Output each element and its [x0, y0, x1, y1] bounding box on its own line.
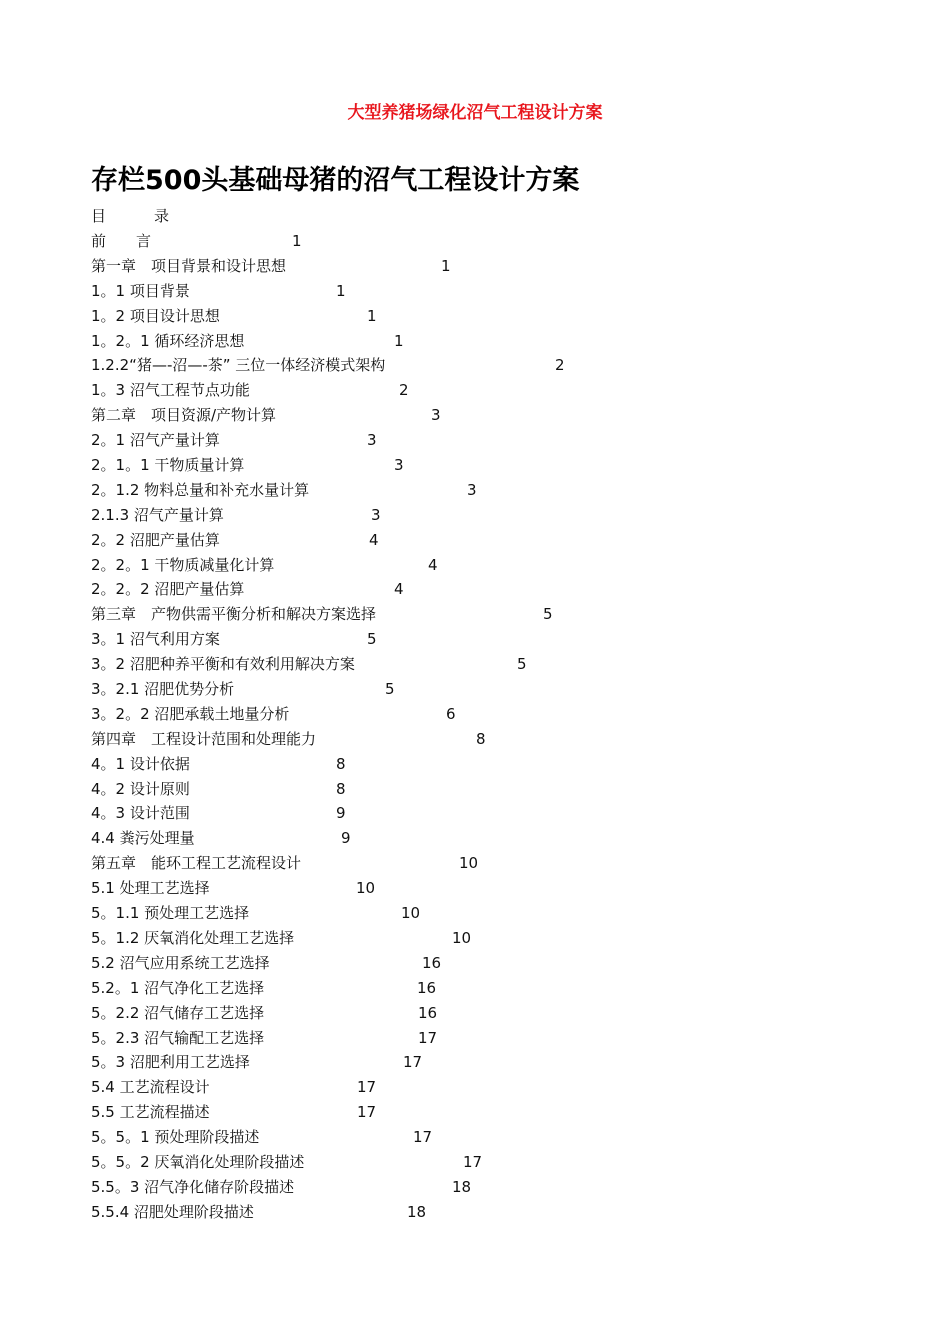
toc-entry[interactable] — [91, 229, 791, 254]
table-of-contents — [91, 229, 791, 1225]
toc-entry-label: 5.5 工艺流程描述 — [91, 1103, 210, 1122]
document-title: 存栏500头基础母猪的沼气工程设计方案 — [91, 165, 580, 196]
toc-entry[interactable] — [91, 951, 791, 976]
toc-entry-label: 5。2.2 沼气储存工艺选择 — [91, 1003, 265, 1022]
toc-entry[interactable] — [91, 1200, 791, 1225]
toc-entry[interactable] — [91, 752, 791, 777]
toc-entry[interactable] — [91, 727, 791, 752]
toc-entry[interactable] — [91, 826, 791, 851]
toc-entry-label: 5.5.4 沼肥处理阶段描述 — [91, 1202, 254, 1221]
toc-entry-page-number: 5 — [517, 655, 527, 674]
toc-heading — [91, 205, 169, 226]
toc-entry-label: 5.2。1 沼气净化工艺选择 — [91, 978, 265, 997]
toc-entry[interactable] — [91, 702, 791, 727]
toc-entry-page-number: 10 — [452, 928, 472, 947]
toc-entry-label: 4.4 粪污处理量 — [91, 829, 195, 848]
toc-entry-label: 5.5。3 沼气净化储存阶段描述 — [91, 1177, 295, 1196]
toc-entry-label: 2。2 沼肥产量估算 — [91, 530, 220, 549]
toc-entry-page-number: 2 — [399, 381, 409, 400]
toc-entry-label: 第二章 项目资源/产物计算 — [91, 406, 277, 425]
toc-entry-label: 2。1.2 物料总量和补充水量计算 — [91, 480, 310, 499]
toc-heading-right: 录 — [154, 207, 170, 225]
toc-entry-label: 第五章 能环工程工艺流程设计 — [91, 854, 302, 873]
toc-entry-label: 1。3 沼气工程节点功能 — [91, 381, 250, 400]
toc-entry-page-number: 9 — [336, 804, 346, 823]
toc-entry-page-number: 16 — [417, 978, 437, 997]
toc-entry-page-number: 17 — [413, 1128, 433, 1147]
toc-entry[interactable] — [91, 403, 791, 428]
toc-entry-label: 2。2。2 沼肥产量估算 — [91, 580, 245, 599]
toc-entry-label: 1。2。1 循环经济思想 — [91, 331, 245, 350]
toc-entry-label: 1。2 项目设计思想 — [91, 306, 220, 325]
toc-entry-label: 2.1.3 沼气产量计算 — [91, 505, 224, 524]
toc-entry[interactable] — [91, 428, 791, 453]
toc-entry-label: 4。3 设计范围 — [91, 804, 190, 823]
toc-entry-page-number: 3 — [394, 456, 404, 475]
toc-entry-page-number: 8 — [336, 779, 346, 798]
toc-entry-label: 3。2 沼肥种养平衡和有效利用解决方案 — [91, 655, 355, 674]
toc-entry-label: 5。1.2 厌氧消化处理工艺选择 — [91, 928, 295, 947]
toc-entry-page-number: 17 — [418, 1028, 438, 1047]
toc-entry[interactable] — [91, 254, 791, 279]
toc-entry-label: 4。2 设计原则 — [91, 779, 190, 798]
toc-entry-page-number: 1 — [336, 281, 346, 300]
toc-entry[interactable] — [91, 553, 791, 578]
toc-entry[interactable] — [91, 329, 791, 354]
toc-entry[interactable] — [91, 1175, 791, 1200]
toc-entry-label: 1.2.2“猪—-沼—-茶” 三位一体经济模式架构 — [91, 356, 386, 375]
toc-entry-page-number: 17 — [357, 1103, 377, 1122]
toc-entry-page-number: 5 — [385, 680, 395, 699]
toc-entry-page-number: 4 — [369, 530, 379, 549]
toc-entry-page-number: 6 — [446, 704, 456, 723]
toc-entry-page-number: 16 — [418, 1003, 438, 1022]
toc-entry[interactable] — [91, 901, 791, 926]
toc-entry[interactable] — [91, 304, 791, 329]
toc-entry-label: 5.1 处理工艺选择 — [91, 879, 210, 898]
toc-entry-label: 5.2 沼气应用系统工艺选择 — [91, 953, 270, 972]
toc-entry-label: 5。5。2 厌氧消化处理阶段描述 — [91, 1152, 305, 1171]
toc-entry-label: 1。1 项目背景 — [91, 281, 190, 300]
toc-entry-label: 5.4 工艺流程设计 — [91, 1078, 210, 1097]
toc-heading-left: 目 — [91, 207, 107, 225]
toc-entry-label: 4。1 设计依据 — [91, 754, 190, 773]
toc-entry-page-number: 3 — [431, 406, 441, 425]
toc-entry-page-number: 8 — [476, 729, 486, 748]
toc-entry[interactable] — [91, 627, 791, 652]
toc-entry-page-number: 18 — [407, 1202, 427, 1221]
toc-entry-page-number: 4 — [394, 580, 404, 599]
toc-entry-page-number: 3 — [467, 480, 477, 499]
toc-entry-page-number: 2 — [555, 356, 565, 375]
toc-entry[interactable] — [91, 528, 791, 553]
toc-entry-page-number: 17 — [463, 1152, 483, 1171]
toc-entry[interactable] — [91, 777, 791, 802]
toc-entry[interactable] — [91, 876, 791, 901]
toc-entry-page-number: 17 — [403, 1053, 423, 1072]
toc-entry-label: 2。2。1 干物质减量化计算 — [91, 555, 275, 574]
toc-entry-page-number: 1 — [441, 256, 451, 275]
toc-entry-page-number: 10 — [356, 879, 376, 898]
document-header: 大型养猪场绿化沼气工程设计方案 — [347, 103, 603, 123]
toc-entry[interactable] — [91, 577, 791, 602]
toc-entry-page-number: 4 — [428, 555, 438, 574]
toc-entry-page-number: 5 — [543, 605, 553, 624]
toc-entry-page-number: 1 — [292, 232, 302, 250]
toc-entry-label: 3。2。2 沼肥承载土地量分析 — [91, 704, 290, 723]
toc-entry[interactable] — [91, 801, 791, 826]
toc-entry[interactable] — [91, 926, 791, 951]
toc-entry[interactable] — [91, 478, 791, 503]
toc-entry-label: 第三章 产物供需平衡分析和解决方案选择 — [91, 605, 377, 624]
toc-entry-page-number: 9 — [341, 829, 351, 848]
toc-entry-page-number: 16 — [422, 953, 442, 972]
toc-entry[interactable] — [91, 1001, 791, 1026]
toc-entry-page-number: 8 — [336, 754, 346, 773]
toc-entry[interactable] — [91, 1100, 791, 1125]
toc-entry[interactable] — [91, 1150, 791, 1175]
toc-entry-label: 第四章 工程设计范围和处理能力 — [91, 729, 317, 748]
toc-entry-page-number: 17 — [357, 1078, 377, 1097]
toc-entry[interactable] — [91, 1050, 791, 1075]
toc-entry-page-number: 1 — [394, 331, 404, 350]
toc-entry-label: 3。1 沼气利用方案 — [91, 630, 220, 649]
toc-entry[interactable] — [91, 677, 791, 702]
toc-entry-label: 第一章 项目背景和设计思想 — [91, 256, 287, 275]
toc-entry[interactable] — [91, 503, 791, 528]
toc-entry-label: 前 言 — [91, 232, 152, 250]
toc-entry-label: 5。5。1 预处理阶段描述 — [91, 1128, 260, 1147]
toc-entry-label: 5。1.1 预处理工艺选择 — [91, 904, 250, 923]
toc-entry[interactable] — [91, 602, 791, 627]
toc-entry-page-number: 3 — [367, 431, 377, 450]
toc-entry-label: 2。1。1 干物质量计算 — [91, 456, 245, 475]
toc-entry[interactable] — [91, 353, 791, 378]
toc-entry[interactable] — [91, 976, 791, 1001]
toc-entry-label: 5。2.3 沼气输配工艺选择 — [91, 1028, 265, 1047]
toc-entry-page-number: 18 — [452, 1177, 472, 1196]
toc-entry-page-number: 5 — [367, 630, 377, 649]
toc-entry[interactable] — [91, 279, 791, 304]
toc-entry-page-number: 3 — [371, 505, 381, 524]
toc-entry-page-number: 10 — [401, 904, 421, 923]
toc-entry-label: 2。1 沼气产量计算 — [91, 431, 220, 450]
toc-entry[interactable] — [91, 378, 791, 403]
toc-entry[interactable] — [91, 1125, 791, 1150]
toc-entry-page-number: 10 — [459, 854, 479, 873]
toc-entry[interactable] — [91, 1075, 791, 1100]
toc-entry[interactable] — [91, 851, 791, 876]
toc-entry-label: 5。3 沼肥利用工艺选择 — [91, 1053, 250, 1072]
toc-entry[interactable] — [91, 652, 791, 677]
toc-entry[interactable] — [91, 1026, 791, 1051]
toc-entry[interactable] — [91, 453, 791, 478]
toc-entry-label: 3。2.1 沼肥优势分析 — [91, 680, 235, 699]
toc-entry-page-number: 1 — [367, 306, 377, 325]
